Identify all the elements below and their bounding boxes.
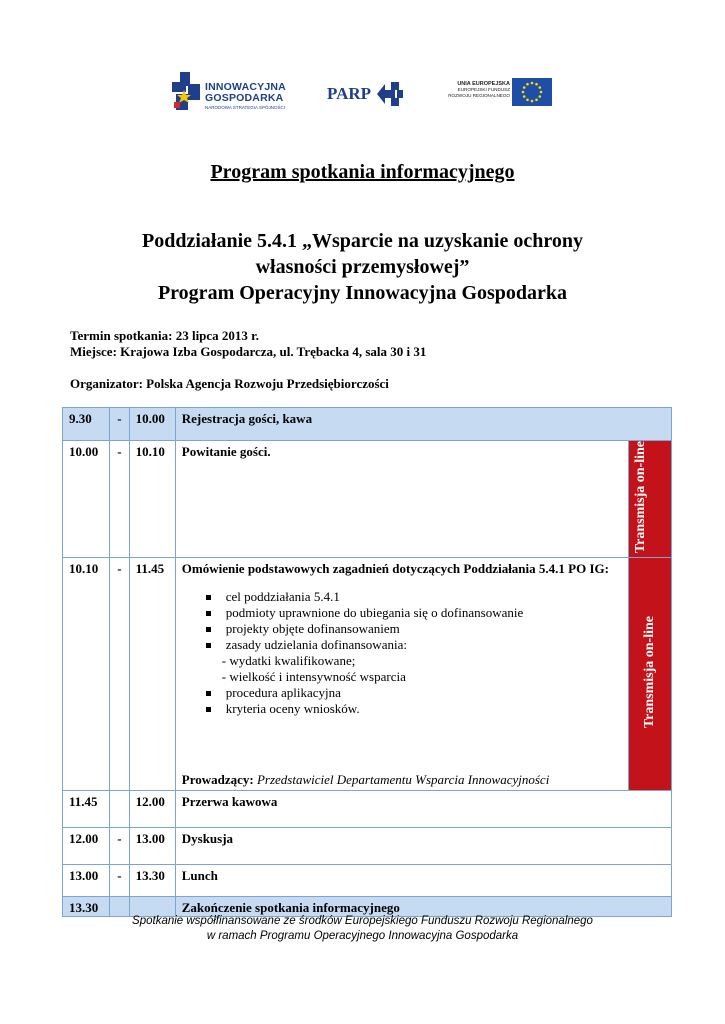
agenda-start: 12.00 [63,828,110,865]
list-item: cel poddziałania 5.4.1 [206,589,622,605]
agenda-start: 9.30 [63,408,110,441]
live-transmission-badge [628,558,671,791]
eu-logo [440,78,552,112]
agenda-title: Zakończenie spotkania informacyjnego [175,897,671,917]
agenda-start: 13.00 [63,865,110,897]
ig-logo-text: INNOWACYJNA GOSPODARKA [205,81,286,104]
agenda-start: 10.00 [63,441,110,558]
agenda-end: 13.00 [129,828,175,865]
footer-line-1: Spotkanie współfinansowane ze środków Europejskiego Funduszu Rozwoju Regionalnego [132,915,593,927]
agenda-title: Omówienie podstawowych zagadnień dotyczących Poddziałania 5.4.1 PO IG: [181,561,609,577]
agenda-start: 10.10 [63,558,110,791]
parp-symbol-icon [377,80,403,108]
innowacyjna-gospodarka-logo [172,72,302,118]
agenda-title: Powitanie gości. [175,441,628,558]
list-item: projekty objęte dofinansowaniem [206,621,622,637]
cofinancing-footer [0,914,725,944]
agenda-dash: - [110,865,129,897]
live-transmission-label: Transmisja on-line [632,441,648,554]
parp-logo-text: PARP [327,84,372,103]
agenda-dash: - [110,408,129,441]
session-leader-value: Przedstawiciel Departamentu Wsparcia Innowacyjności [256,772,550,788]
subtitle-line-1: Poddziałanie 5.4.1 „Wsparcie na uzyskanie ochrony [142,230,583,252]
list-sub-item: - wydatki kwalifikowane; [221,653,356,669]
parp-logo [327,78,407,112]
list-item: procedura aplikacyjna [206,685,622,701]
agenda-title: Lunch [175,865,671,897]
agenda-row [63,558,672,791]
agenda-start: 13.30 [63,897,110,917]
session-leader [182,772,550,788]
agenda-dash: - [110,441,129,558]
agenda-title: Dyskusja [175,828,671,865]
agenda-table [62,407,672,917]
agenda-end: 11.45 [129,558,175,791]
live-transmission-label: Transmisja on-line [641,616,657,729]
agenda-row [63,408,672,441]
agenda-end: 10.00 [129,408,175,441]
session-leader-label: Prowadzący: [181,772,254,788]
agenda-end: 12.00 [129,791,175,828]
agenda-end: 10.10 [129,441,175,558]
meeting-date: Termin spotkania: 23 lipca 2013 r. [70,328,260,343]
agenda-row [63,441,672,558]
agenda-dash: - [110,828,129,865]
list-item: kryteria oceny wniosków. [206,701,622,717]
document-title: Program spotkania informacyjnego [210,161,515,183]
agenda-dash [110,791,129,828]
agenda-row [63,791,672,828]
subtitle-line-3: Program Operacyjny Innowacyjna Gospodarka [157,282,568,304]
subtitle-line-2: własności przemysłowej” [255,256,470,278]
eu-logo-text: UNIA EUROPEJSKA EUROPEJSKI FUNDUSZ ROZWOJU REGIONALNEGO [448,81,510,98]
agenda-start: 11.45 [63,791,110,828]
logo-bar [0,70,725,120]
meeting-place: Miejsce: Krajowa Izba Gospodarcza, ul. Trębacka 4, sala 30 i 31 [70,344,427,359]
ig-logo-tagline: NARODOWA STRATEGIA SPÓJNOŚCI [205,105,286,110]
eu-flag-icon [512,78,552,106]
agenda-title: Przerwa kawowa [175,791,671,828]
agenda-end: 13.30 [129,865,175,897]
live-transmission-badge [628,441,671,558]
list-item: podmioty uprawnione do ubiegania się o dofinansowanie [206,605,622,621]
ig-flag-icon [172,72,202,114]
topic-list [182,589,622,717]
list-item: zasady udzielania dofinansowania: [206,637,622,653]
agenda-detail [175,558,628,791]
list-sub-item: - wielkość i intensywność wsparcia [221,669,406,685]
meeting-organizer: Organizator: Polska Agencja Rozwoju Przedsiębiorczości [70,376,389,391]
agenda-row [63,865,672,897]
footer-line-2: w ramach Programu Operacyjnego Innowacyjna Gospodarka [206,930,519,942]
agenda-row [63,828,672,865]
agenda-dash: - [110,558,129,791]
document-subtitle [0,228,725,306]
agenda-title: Rejestracja gości, kawa [175,408,671,441]
